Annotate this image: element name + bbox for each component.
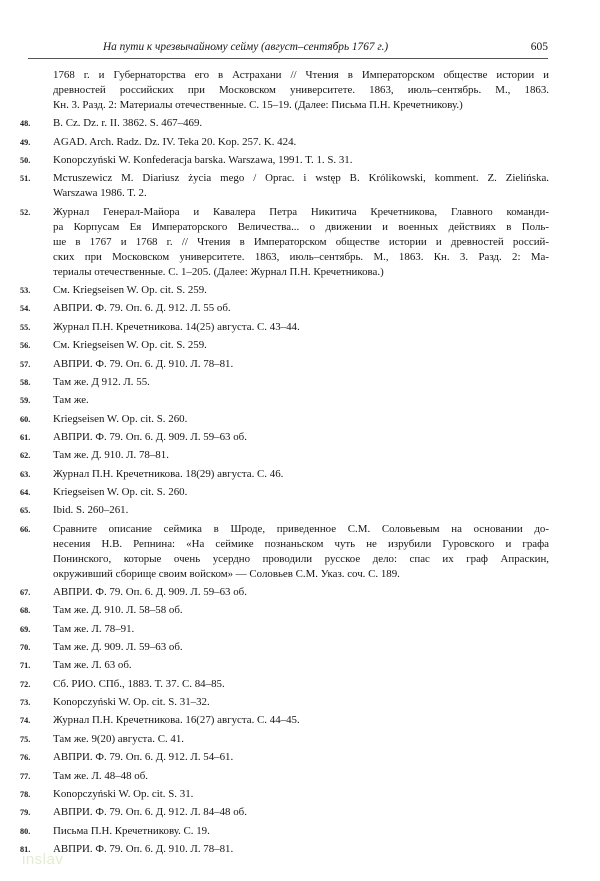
- footnote-line: Там же. Д 912. Л. 55.: [53, 375, 150, 388]
- footnote-text: [53, 732, 549, 747]
- footnote-text: [53, 805, 549, 820]
- footnote-line: Konopczyński W. Konfederacja barska. Warszawa, 1991. T. 1. S. 31.: [53, 154, 353, 167]
- footnote-text: [53, 283, 549, 298]
- footnote-line: ше в 1767 и 1768 г. // Чтения в Императорском обществе истории и древностей россий-: [53, 235, 549, 248]
- footnote-line: АВПРИ. Ф. 79. Оп. 6. Д. 912. Л. 54–61.: [53, 751, 234, 764]
- footnote-number: 74.: [20, 716, 31, 726]
- footnote-line: Там же. Л. 48–48 об.: [53, 769, 148, 782]
- footnote-text: [53, 713, 549, 728]
- footnote-line: Там же. 9(20) августа. С. 41.: [53, 732, 185, 745]
- footnote-text: [53, 503, 549, 518]
- footnote-text: [53, 412, 549, 427]
- footnote-text: [53, 301, 549, 316]
- footnote-text: [53, 750, 549, 765]
- footnote-line: Mcтuszewicz M. Diariusz życia mego / Oprac. i wstęp B. Królikowski, komment. Z. Zielińska.: [53, 172, 549, 185]
- footnote-number: 80.: [20, 826, 31, 836]
- footnote-number: 75.: [20, 734, 31, 744]
- footnote-number: 51.: [20, 174, 31, 184]
- footnote-line: Konopczyński W. Op. cit. S. 31.: [53, 787, 194, 800]
- footnote-line: Там же. Л. 63 об.: [53, 659, 132, 672]
- footnote-number: 81.: [20, 844, 31, 854]
- watermark: inslav: [22, 851, 64, 868]
- footnote-line: AGAD. Arch. Radz. Dz. IV. Teka 20. Kop. 257. K. 424.: [53, 135, 297, 148]
- footnote-number: 56.: [20, 341, 31, 351]
- footnote-line: АВПРИ. Ф. 79. Оп. 6. Д. 912. Л. 84–48 об.: [53, 806, 247, 819]
- footnote-line: Там же.: [53, 394, 89, 407]
- footnote-number: 55.: [20, 322, 31, 332]
- footnote-number: 73.: [20, 698, 31, 708]
- footnote-line: Понинского, которые очень усердно проводили русское дело: спас их граф Апраскин,: [53, 552, 549, 565]
- footnote-number: 71.: [20, 661, 31, 671]
- footnote-line: Kriegseisen W. Op. cit. S. 260.: [53, 485, 188, 498]
- footnote-line: Там же. Л. 78–91.: [53, 622, 135, 635]
- footnote-line: АВПРИ. Ф. 79. Оп. 6. Д. 909. Л. 59–63 об.: [53, 430, 247, 443]
- footnote-text: [53, 787, 549, 802]
- footnote-number: 58.: [20, 377, 31, 387]
- footnote-number: 52.: [20, 207, 31, 217]
- footnote-number: 48.: [20, 119, 31, 129]
- footnote-number: 54.: [20, 304, 31, 314]
- footnote-number: 62.: [20, 451, 31, 461]
- footnote-line: Сб. РИО. СПб., 1883. Т. 37. С. 84–85.: [53, 677, 225, 690]
- footnote-line: ра Корпусам Ея Императорского Величества... о движении и военных действиях в Поль-: [53, 220, 549, 233]
- footnote-line: Kriegseisen W. Op. cit. S. 260.: [53, 412, 188, 425]
- footnote-number: 57.: [20, 359, 31, 369]
- footnote-text: [53, 522, 549, 582]
- footnote-text: [53, 171, 549, 201]
- footnote-text: [53, 585, 549, 600]
- footnote-number: 70.: [20, 643, 31, 653]
- footnote-number: 59.: [20, 396, 31, 406]
- footnote-number: 69.: [20, 624, 31, 634]
- footnote-number: 72.: [20, 679, 31, 689]
- footnote-number: 78.: [20, 789, 31, 799]
- footnote-text: [53, 842, 549, 857]
- footnote-line: Кн. 3. Разд. 2: Материалы отечественные. С. 15–19. (Далее: Письма П.Н. Кречетникову.): [53, 99, 463, 111]
- footnote-line: Журнал П.Н. Кречетникова. 16(27) августа. С. 44–45.: [53, 714, 300, 727]
- footnote-line: Журнал П.Н. Кречетникова. 18(29) августа. С. 46.: [53, 467, 284, 480]
- footnote-text: [53, 448, 549, 463]
- footnote-line: несения Н.В. Репнина: «На сеймике познаньском чуть не изрубили Гуровского и графа: [53, 537, 549, 550]
- footnote-line: древностей российских при Московском университете. 1863, июль–сентябрь. М., 1863.: [53, 84, 549, 96]
- footnote-text: [53, 695, 549, 710]
- footnote-line: териалы отечественные. С. 1–205. (Далее: Журнал П.Н. Кречетникова.): [53, 265, 384, 278]
- footnote-line: АВПРИ. Ф. 79. Оп. 6. Д. 910. Л. 78–81.: [53, 357, 234, 370]
- page-header: [28, 41, 548, 61]
- footnote-line: Ibid. S. 260–261.: [53, 504, 129, 517]
- footnote-number: 66.: [20, 524, 31, 534]
- footnote-number: 79.: [20, 808, 31, 818]
- footnote-number: 65.: [20, 506, 31, 516]
- footnote-line: ских при Московском университете. 1863, июль–сентябрь. М., 1863. Кн. 3. Разд. 2: Ма-: [53, 250, 549, 263]
- footnote-text: [53, 357, 549, 372]
- footnote-text: [53, 677, 549, 692]
- footnote-line: АВПРИ. Ф. 79. Оп. 6. Д. 909. Л. 59–63 об.: [53, 586, 247, 598]
- footnote-line: Сравните описание сеймика в Шроде, приведенное С.М. Соловьевым на основании до-: [53, 522, 549, 535]
- page-number: 605: [530, 41, 548, 53]
- footnote-number: 68.: [20, 606, 31, 616]
- footnote-number: 76.: [20, 753, 31, 763]
- footnote-text: [53, 824, 549, 839]
- footnote-line: Там же. Д. 909. Л. 59–63 об.: [53, 641, 183, 654]
- footnote-line: Там же. Д. 910. Л. 58–58 об.: [53, 604, 183, 617]
- footnote-text: [53, 135, 549, 150]
- footnote-text: [53, 769, 549, 784]
- footnote-line: См. Kriegseisen W. Op. cit. S. 259.: [53, 284, 207, 297]
- footnote-text: [53, 320, 549, 335]
- footnote-text: [53, 68, 549, 113]
- footnote-text: [53, 205, 549, 280]
- footnote-text: [53, 603, 549, 618]
- footnote-line: Warszawa 1986. T. 2.: [53, 187, 147, 200]
- footnote-number: 67.: [20, 588, 31, 597]
- footnote-text: [53, 467, 549, 482]
- footnote-number: 53.: [20, 286, 31, 296]
- footnote-line: окруживший сборище своим войском» — Соловьев С.М. Указ. соч. С. 189.: [53, 567, 400, 580]
- footnote-text: [53, 658, 549, 673]
- footnote-text: [53, 393, 549, 408]
- footnote-number: 63.: [20, 469, 31, 479]
- footnote-line: АВПРИ. Ф. 79. Оп. 6. Д. 910. Л. 78–81.: [53, 842, 234, 855]
- footnote-line: Журнал Генерал-Майора и Кавалера Петра Никитича Кречетникова, Главного команди-: [53, 205, 549, 218]
- footnote-text: [53, 338, 549, 353]
- footnote-line: B. Cz. Dz. r. II. 3862. S. 467–469.: [53, 117, 203, 130]
- running-title: На пути к чрезвычайному сейму (август–сентябрь 1767 г.): [103, 41, 389, 53]
- footnote-number: 77.: [20, 771, 31, 781]
- footnote-line: Там же. Д. 910. Л. 78–81.: [53, 449, 169, 462]
- footnote-line: Konopczyński W. Op. cit. S. 31–32.: [53, 696, 210, 709]
- footnote-line: См. Kriegseisen W. Op. cit. S. 259.: [53, 339, 207, 352]
- footnote-text: [53, 116, 549, 131]
- footnote-text: [53, 430, 549, 445]
- footnote-number: 50.: [20, 156, 31, 166]
- footnote-text: [53, 153, 549, 168]
- footnote-line: Журнал П.Н. Кречетникова. 14(25) августа. С. 43–44.: [53, 320, 300, 333]
- footnote-line: АВПРИ. Ф. 79. Оп. 6. Д. 912. Л. 55 об.: [53, 302, 231, 315]
- header-rule: [28, 58, 548, 59]
- footnote-text: [53, 485, 549, 500]
- footnote-line: Письма П.Н. Кречетникову. С. 19.: [53, 824, 210, 837]
- footnote-line: 1768 г. и Губернаторства его в Астрахани // Чтения в Императорском обществе истории и: [53, 69, 549, 81]
- footnote-number: 61.: [20, 432, 31, 442]
- footnote-text: [53, 375, 549, 390]
- footnote-text: [53, 640, 549, 655]
- footnote-number: 64.: [20, 487, 31, 497]
- footnote-text: [53, 622, 549, 637]
- footnote-number: 60.: [20, 414, 31, 424]
- footnote-number: 49.: [20, 137, 31, 147]
